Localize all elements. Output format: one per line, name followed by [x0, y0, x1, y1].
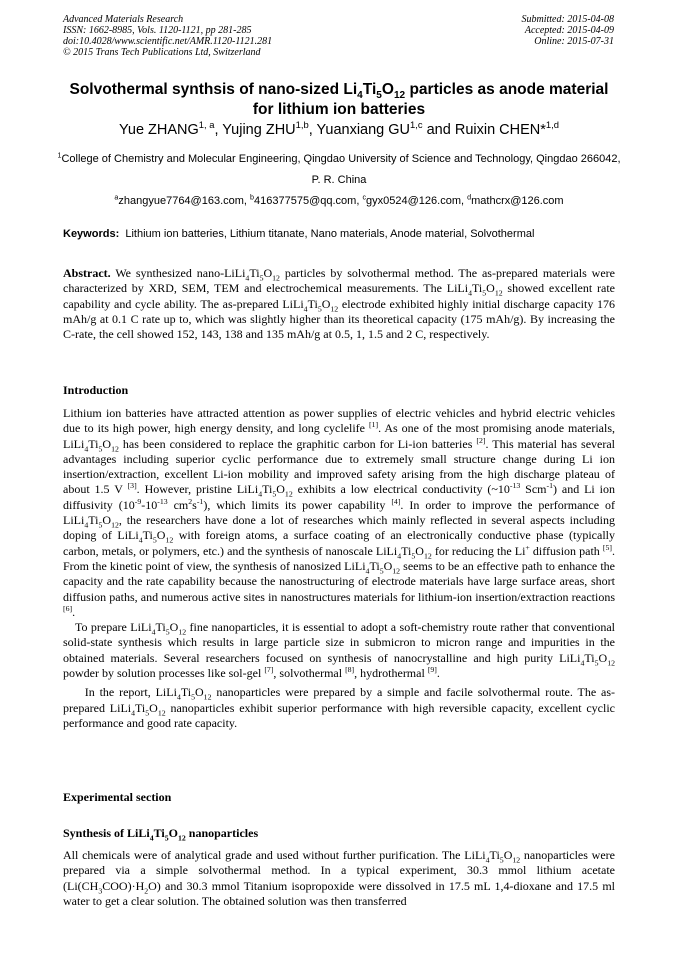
email-list: $^a$zhangyue7764@163.com, $^b$416377575@qq.com, $^c$gyx0524@126.com, $^d$mathcrx@126.com: [114, 193, 564, 207]
affiliation: $^1$College of Chemistry and Molecular Engineering, Qingdao University of Science and Technology, Qingdao 266042, P. R. China: [57, 151, 621, 186]
author-name: Yuanxiang GU: [316, 122, 411, 138]
submitted-date: Submitted: 2015-04-08: [521, 14, 614, 25]
chemical-formula: $Li_4Ti_5O_{12}$: [166, 685, 212, 702]
chemical-formula: $Li_4Ti_5O_{12}$: [293, 296, 339, 313]
email-address: zhangyue7764@163.com: [118, 195, 244, 207]
chemical-formula: $Li_4Ti_5O_{12}$: [354, 558, 401, 576]
journal-name: Advanced Materials Research: [63, 14, 184, 25]
email-address: mathcrx@126.com: [471, 195, 564, 207]
dates-info: [522, 14, 615, 47]
keywords: [63, 227, 615, 241]
abstract-label: Abstract.: [63, 266, 111, 280]
chemical-formula: $Li_4Ti_5O_{12}$: [73, 436, 119, 453]
introduction-body: [63, 406, 615, 731]
section-heading-experimental: Experimental section: [63, 790, 172, 804]
chemical-formula: $Li_4Ti_5O_{12}$: [247, 482, 293, 499]
keywords-label: Keywords:: [63, 228, 120, 240]
author-list: Yue ZHANG$^{1, a}$, Yujing ZHU$^{1,b}$, Yuanxiang GU$^{1,c}$ and Ruixin CHEN*$^{1,d}$: [119, 119, 559, 138]
online-date: Online: 2015-07-31: [534, 36, 614, 47]
chemical-formula: $Li_4Ti_5O_{12}$: [140, 620, 187, 637]
chemical-formula: $Li_4Ti_5O_{12}$: [474, 848, 521, 865]
accepted-date: Accepted: 2015-04-09: [524, 25, 614, 36]
paragraph: To prepare $LiLi_4Ti_5O_{12}$ fine nanoparticles, it is essential to adopt a soft-chemistry route rather that conventional solid-state synthesis which results in large particle size in submicron to micron range and impurities in the obtained materials. Several researchers focused on synthesis of nanocrystalline and high purity $LiLi_4Ti_5O_{12}$ powder by solution processes like sol-gel [7], solvothermal [8], hydrothermal [9].: [63, 620, 615, 681]
author-name: Ruixin CHEN*: [454, 122, 546, 138]
journal-info: [63, 14, 272, 58]
chemical-formula: $Li_4Ti_5O_{12}$: [128, 528, 174, 545]
abstract: Abstract. We synthesized nano-$LiLi_4Ti_5O_{12}$ particles by solvothermal method. The as-prepared materials were characterized by XRD, SEM, TEM and electrochemical measurements. The $LiLi_4Ti_5O_{12}$ showed excellent rate capability and cycle ability. The as-prepared $LiLi_4Ti_5O_{12}$ electrode exhibited highly initial discharge capacity 176 mAh/g at 0.1 C rate up to, which was slightly higher than its theoretical capacity (175 mAh/g). By increasing the C-rate, the cell showed 152, 143, 138 and 135 mAh/g at 0.5, 1, 1.5 and 2 C, respectively.: [63, 266, 615, 342]
subsection-heading-synthesis: Synthesis of $LiLi_4Ti_5O_{12}$ nanoparticles: [63, 826, 259, 843]
section-heading-introduction: Introduction: [63, 383, 129, 397]
email-address: 416377575@qq.com: [254, 195, 357, 207]
paragraph: In the report, $LiLi_4Ti_5O_{12}$ nanoparticles were prepared by a simple and facile solvothermal route. The as-prepared $LiLi_4Ti_5O_{12}$ nanoparticles exhibit superior performance with high reversible capacity, excellent cyclic performance and good rate capacity.: [63, 685, 616, 730]
chemical-formula: $Li_4Ti_5O_{12}$: [457, 281, 503, 298]
chemical-formula: $Li_4Ti_5O_{12}$: [386, 543, 432, 561]
copyright-line: © 2015 Trans Tech Publications Ltd, Switzerland: [63, 47, 261, 58]
author-name: Yue ZHANG: [119, 122, 199, 138]
chemical-formula: $Li_4Ti_5O_{12}$: [234, 266, 280, 283]
chemical-formula: $Li_4Ti_5O_{12}$: [120, 700, 166, 718]
issn-line: ISSN: 1662-8985, Vols. 1120-1121, pp 281-285: [63, 25, 252, 36]
synthesis-body: All chemicals were of analytical grade and used without further purification. The $LiLi_4Ti_5O_{12}$ nanoparticles were prepared via a simple solvothermal method. In a typical experiment, 30.3 mmol lithium acetate $(Li(CH_3COO)\cdot H_2O)$ and 30.3 mmol Titanium isopropoxide were dissolved in 17.5 mL 1,4-dioxane and 17.5 ml water to get a clear solution. The obtained solution was then transferred: [63, 848, 615, 908]
chemical-formula: $Li_4Ti_5O_{12}$: [138, 826, 186, 843]
chemical-formula: $Li_4Ti_5O_{12}$: [73, 513, 119, 530]
paper-title: Solvothermal synthsis of nano-sized $Li_4Ti_5O_{12}$ particles as anode material for lithium ion batteries: [69, 81, 609, 118]
doi-line: doi:10.4028/www.scientific.net/AMR.1120-1121.281: [63, 36, 273, 47]
author-name: Yujing ZHU: [222, 122, 296, 138]
chemical-formula: $Li_4Ti_5O_{12}$: [569, 650, 615, 668]
email-address: gyx0524@126.com: [366, 195, 461, 207]
paragraph: Lithium ion batteries have attracted attention as power supplies of electric vehicles and hybrid electric vehicles due to its high power, high energy density, and long cyclelife [1]. As one of the most promising anode materials, $LiLi_4Ti_5O_{12}$ has been considered to replace the graphitic carbon for Li-ion batteries [2]. This material has several advantages including superior cyclic performance due to extremely small structure change during Li ion insertion/extraction, excellent Li-ion mobility and improved safety arising from the high discharge plateau of about 1.5 V [3]. However, pristine $LiLi_4Ti_5O_{12}$ exhibits a low electrical conductivity ($\sim 10^{-13}$ Scm$^{-1}$) and Li ion diffusivity ($10^{-9}-10^{-13}$ $cm^2s^{-1}$), which limits its power capability [4]. In order to improve the performance of $LiLi_4Ti_5O_{12}$, the researchers have done a lot of researches which mainly reflected in several aspects including doping of $LiLi_4Ti_5O_{12}$ with foreign atoms, a surface coating of an electronically conductive phase (typically carbon, metals, or polymers, etc.) and the synthesis of nanoscale $LiLi_4Ti_5O_{12}$ for reducing the Li+ diffusion path [5]. From the kinetic point of view, the synthesis of nanosized $LiLi_4Ti_5O_{12}$ seems to be an effective path to enhance the capacity and the rate capability because the nanostructuring of electrode materials have large surface areas, short diffusion paths, and numerous active sites in nanostructures materials for lithium-ion insertion/extraction reactions [6].: [63, 406, 616, 619]
keywords-text: Lithium ion batteries, Lithium titanate, Nano materials, Anode material, Solvothermal: [125, 228, 535, 240]
